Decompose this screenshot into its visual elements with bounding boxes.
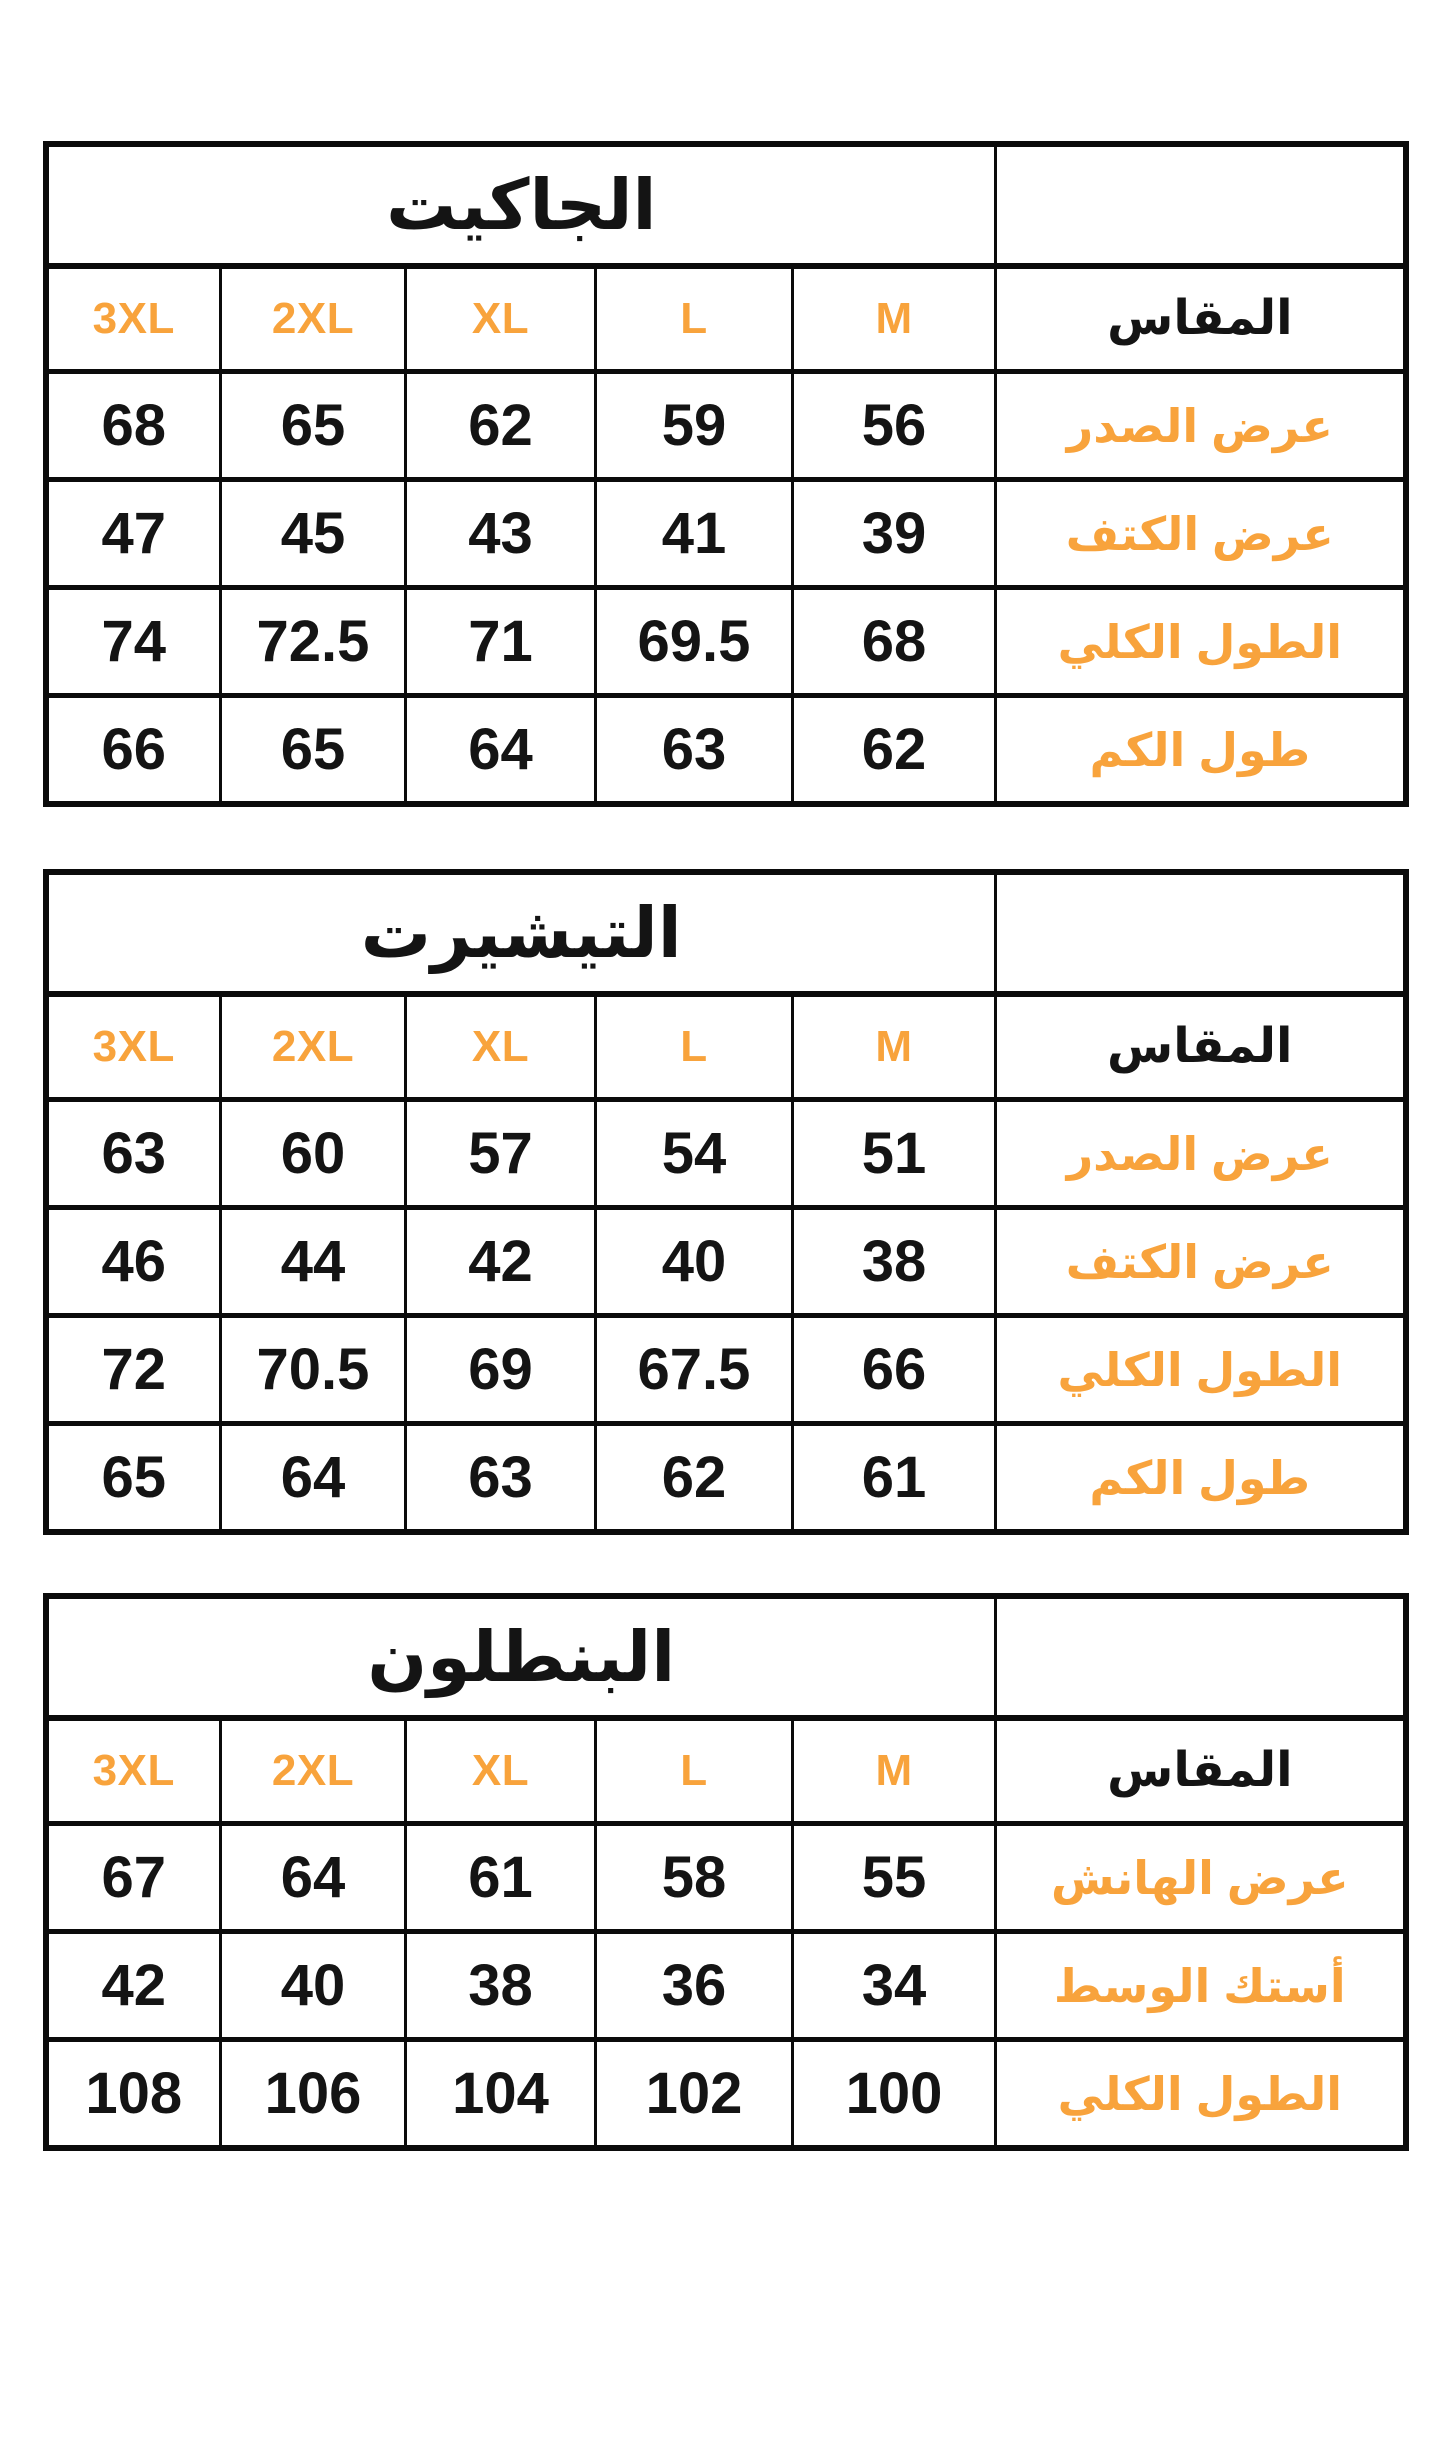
measurement-value-cell: 66: [46, 696, 221, 805]
measurement-value-cell: 63: [406, 1424, 596, 1533]
table-title: الجاكيت: [46, 144, 996, 266]
table-row: [46, 2040, 1406, 2149]
measurement-value-cell: 36: [596, 1932, 793, 2040]
table-title-corner-cell: [996, 144, 1406, 266]
measurement-value-cell: 65: [221, 696, 406, 805]
table-row: [46, 372, 1406, 480]
measurement-value-cell: 108: [46, 2040, 221, 2149]
measurement-value-cell: 41: [596, 480, 793, 588]
table-row: [46, 1316, 1406, 1424]
table-title-row: [46, 144, 1406, 266]
table-row: [46, 1824, 1406, 1932]
measurement-value-cell: 39: [793, 480, 996, 588]
measurement-value-cell: 45: [221, 480, 406, 588]
measurement-value-cell: 65: [46, 1424, 221, 1533]
table-header-row: [46, 266, 1406, 372]
measurement-value-cell: 64: [221, 1424, 406, 1533]
size-header-2xl: 2XL: [221, 266, 406, 372]
measurement-value-cell: 64: [406, 696, 596, 805]
measurement-value-cell: 51: [793, 1100, 996, 1208]
measurement-value-cell: 69.5: [596, 588, 793, 696]
size-header-l: L: [596, 994, 793, 1100]
table-row: [46, 1100, 1406, 1208]
table-header-row: [46, 994, 1406, 1100]
table-row: [46, 1208, 1406, 1316]
size-header-2xl: 2XL: [221, 994, 406, 1100]
size-header-3xl: 3XL: [46, 266, 221, 372]
measurement-value-cell: 40: [221, 1932, 406, 2040]
measurement-value-cell: 62: [596, 1424, 793, 1533]
measurement-row-label: أستك الوسط: [996, 1932, 1406, 2040]
measure-header-label: المقاس: [996, 1718, 1406, 1824]
measurement-row-label: الطول الكلي: [996, 588, 1406, 696]
table-title-row: [46, 1596, 1406, 1718]
measurement-row-label: طول الكم: [996, 696, 1406, 805]
measurement-row-label: عرض الصدر: [996, 372, 1406, 480]
measurement-row-label: عرض الهانش: [996, 1824, 1406, 1932]
table-title-corner-cell: [996, 1596, 1406, 1718]
size-header-2xl: 2XL: [221, 1718, 406, 1824]
measurement-value-cell: 72.5: [221, 588, 406, 696]
table-row: [46, 480, 1406, 588]
table-title: البنطلون: [46, 1596, 996, 1718]
measurement-value-cell: 43: [406, 480, 596, 588]
measurement-value-cell: 62: [406, 372, 596, 480]
measure-header-label: المقاس: [996, 266, 1406, 372]
measurement-value-cell: 68: [46, 372, 221, 480]
measurement-value-cell: 44: [221, 1208, 406, 1316]
size-header-3xl: 3XL: [46, 994, 221, 1100]
measurement-value-cell: 38: [793, 1208, 996, 1316]
measurement-row-label: طول الكم: [996, 1424, 1406, 1533]
measurement-row-label: عرض الصدر: [996, 1100, 1406, 1208]
measurement-value-cell: 40: [596, 1208, 793, 1316]
size-header-l: L: [596, 266, 793, 372]
table-row: [46, 1932, 1406, 2040]
size-header-xl: XL: [406, 1718, 596, 1824]
measurement-value-cell: 42: [406, 1208, 596, 1316]
measurement-value-cell: 47: [46, 480, 221, 588]
measurement-value-cell: 64: [221, 1824, 406, 1932]
measurement-row-label: الطول الكلي: [996, 1316, 1406, 1424]
measurement-row-label: عرض الكتف: [996, 1208, 1406, 1316]
size-header-l: L: [596, 1718, 793, 1824]
measurement-value-cell: 71: [406, 588, 596, 696]
measurement-value-cell: 61: [793, 1424, 996, 1533]
measurement-row-label: الطول الكلي: [996, 2040, 1406, 2149]
size-table-1: [43, 141, 1409, 807]
measurement-value-cell: 59: [596, 372, 793, 480]
table-header-row: [46, 1718, 1406, 1824]
table-title: التيشيرت: [46, 872, 996, 994]
table-row: [46, 696, 1406, 805]
size-header-3xl: 3XL: [46, 1718, 221, 1824]
measurement-value-cell: 63: [596, 696, 793, 805]
measurement-value-cell: 67.5: [596, 1316, 793, 1424]
measurement-row-label: عرض الكتف: [996, 480, 1406, 588]
size-header-xl: XL: [406, 266, 596, 372]
measurement-value-cell: 72: [46, 1316, 221, 1424]
measurement-value-cell: 63: [46, 1100, 221, 1208]
measurement-value-cell: 102: [596, 2040, 793, 2149]
measurement-value-cell: 56: [793, 372, 996, 480]
measurement-value-cell: 106: [221, 2040, 406, 2149]
size-table-3: [43, 1593, 1409, 2151]
measurement-value-cell: 42: [46, 1932, 221, 2040]
measurement-value-cell: 46: [46, 1208, 221, 1316]
size-header-m: M: [793, 994, 996, 1100]
size-header-m: M: [793, 1718, 996, 1824]
measurement-value-cell: 100: [793, 2040, 996, 2149]
measurement-value-cell: 68: [793, 588, 996, 696]
table-row: [46, 1424, 1406, 1533]
measurement-value-cell: 62: [793, 696, 996, 805]
measurement-value-cell: 61: [406, 1824, 596, 1932]
measurement-value-cell: 57: [406, 1100, 596, 1208]
table-row: [46, 588, 1406, 696]
measurement-value-cell: 66: [793, 1316, 996, 1424]
measurement-value-cell: 69: [406, 1316, 596, 1424]
size-header-m: M: [793, 266, 996, 372]
measurement-value-cell: 38: [406, 1932, 596, 2040]
measurement-value-cell: 54: [596, 1100, 793, 1208]
size-charts-page: [43, 141, 1403, 2151]
measurement-value-cell: 34: [793, 1932, 996, 2040]
table-title-corner-cell: [996, 872, 1406, 994]
measurement-value-cell: 74: [46, 588, 221, 696]
measurement-value-cell: 65: [221, 372, 406, 480]
size-header-xl: XL: [406, 994, 596, 1100]
measurement-value-cell: 67: [46, 1824, 221, 1932]
measurement-value-cell: 60: [221, 1100, 406, 1208]
table-title-row: [46, 872, 1406, 994]
measurement-value-cell: 70.5: [221, 1316, 406, 1424]
measurement-value-cell: 104: [406, 2040, 596, 2149]
measurement-value-cell: 58: [596, 1824, 793, 1932]
measure-header-label: المقاس: [996, 994, 1406, 1100]
size-table-2: [43, 869, 1409, 1535]
measurement-value-cell: 55: [793, 1824, 996, 1932]
